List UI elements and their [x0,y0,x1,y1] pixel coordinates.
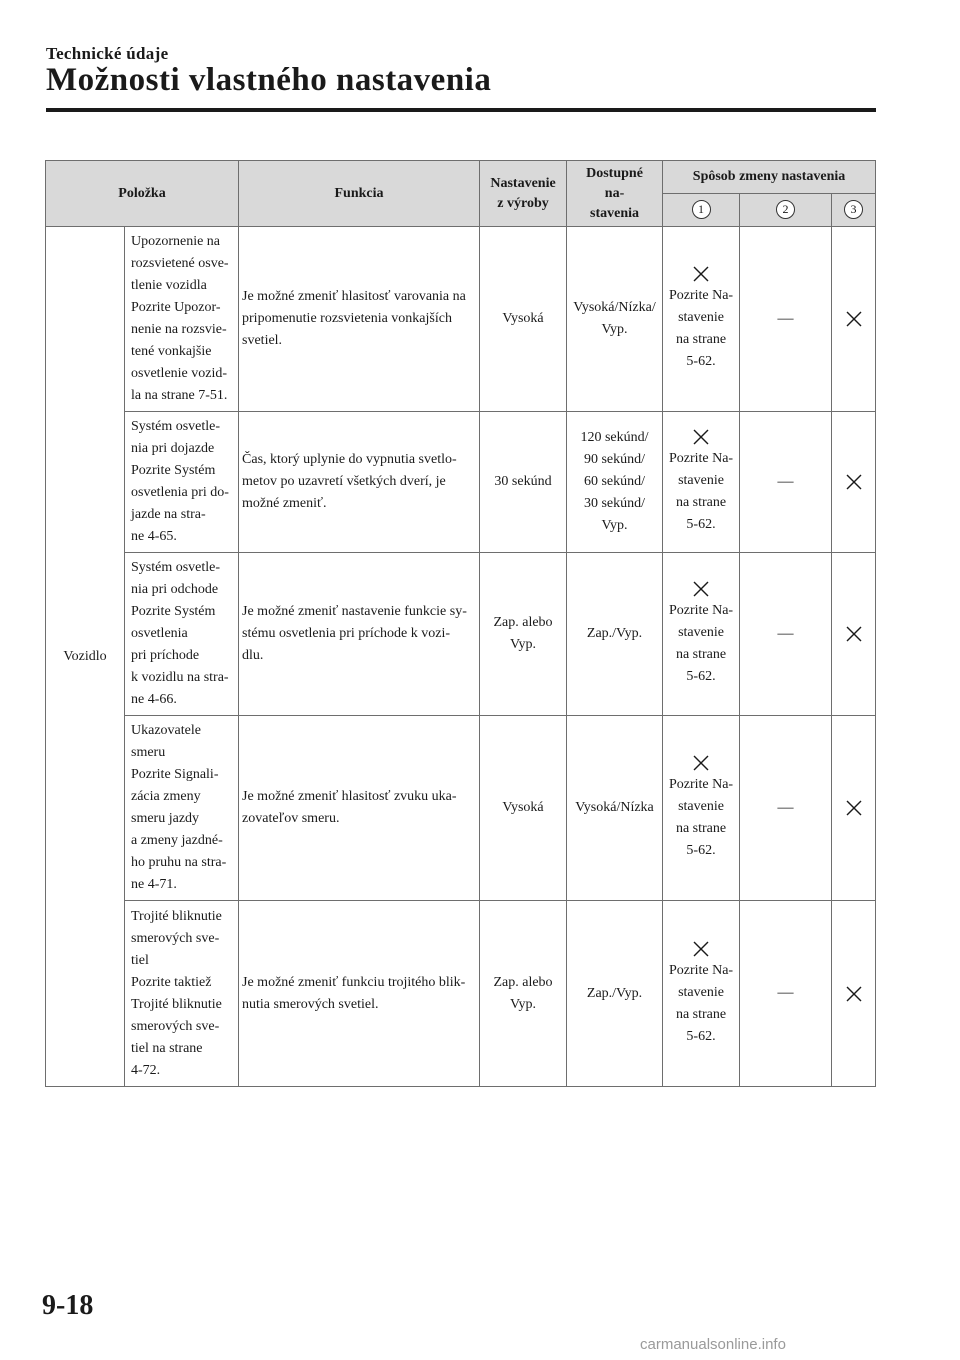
method-3-cell [832,227,876,412]
text-line: Zap./Vyp. [586,985,643,1001]
text-line: la na strane 7-51. [131,388,228,403]
text-line: 90 sekúnd/ [583,452,646,467]
dash-mark: — [777,309,794,327]
header-item: Položka [46,161,239,227]
table-row [46,412,876,553]
text-line: nia pri odchode [131,582,219,597]
method-1-cell [663,412,740,553]
text-line: Je možné zmeniť funkciu trojitého blik- [242,974,466,990]
text-line: tiel na strane [131,1040,203,1056]
method-2-cell [740,227,832,412]
text-line: stavenie [678,984,724,1000]
circled-number-3: 3 [844,200,863,219]
function-cell [239,901,480,1087]
table-body [46,227,876,1087]
text-line: Vyp. [601,518,628,533]
factory-setting-cell [480,227,567,412]
text-line: tené vonkajšie [131,344,212,359]
header-change-method: Spôsob zmeny nastavenia [663,161,876,194]
dash-mark: — [777,984,794,1001]
method-3-cell [832,716,876,901]
text-line: na strane [675,821,727,836]
text-line: Pozrite Na- [668,603,734,618]
x-mark-icon [692,754,710,772]
text-line: Pozrite Na- [668,777,734,792]
settings-table [45,160,876,1087]
text-line: Pozrite taktiež [131,974,212,990]
text-line: Trojité bliknutie [131,996,222,1012]
text-line: 5-62. [686,1028,716,1044]
text-line: Pozrite Na- [668,962,734,978]
text-line: rozsvietené osve- [131,256,229,271]
text-line: Vysoká [502,311,544,326]
text-line: osvetlenia pri do- [131,485,229,500]
method-2-cell [740,716,832,901]
text-line: možné zmeniť. [242,496,327,511]
text-line: na strane [675,495,727,510]
text-line: 30 sekúnd/ [583,496,646,511]
x-mark-icon [692,580,710,598]
function-cell [239,716,480,901]
x-mark-icon [692,265,710,283]
function-cell [239,227,480,412]
text-line: Systém osvetle- [131,419,221,434]
available-settings-cell [567,412,663,553]
method-1-cell [663,901,740,1087]
text-line: osvetlenie vozid- [131,366,228,381]
item-cell [125,227,239,412]
table-row [46,901,876,1087]
text-line: k vozidlu na stra- [131,670,229,685]
item-cell [125,716,239,901]
method-2-cell [740,553,832,716]
text-line: Je možné zmeniť hlasitosť varovania na [242,289,466,304]
text-line: smeru jazdy [131,811,200,826]
text-line: nia pri dojazde [131,441,215,456]
text-line: svetiel. [242,333,283,348]
header-method-2 [740,194,832,227]
text-line: Pozrite Na- [668,451,734,466]
function-cell [239,412,480,553]
text-line: smeru [131,745,166,760]
text-line: Zap. alebo [493,974,553,990]
text-line: tiel [131,952,149,968]
text-line: Vysoká/Nízka/ [573,300,656,315]
text-line: Zap./Vyp. [586,626,643,641]
text-line: na strane [675,1006,727,1022]
text-line: zovateľov smeru. [242,811,340,826]
text-line: stému osvetlenia pri príchode k vozi- [242,626,451,641]
method-1-cell [663,227,740,412]
text-line: Pozrite Na- [668,288,734,303]
x-mark-icon [845,799,863,817]
method-2-cell [740,412,832,553]
text-line: Je možné zmeniť hlasitosť zvuku uka- [242,789,457,804]
text-line: 4-72. [131,1062,161,1078]
text-line: na strane [675,647,727,662]
text-line: osvetlenia [131,626,188,641]
category-cell: Vozidlo [46,227,125,1087]
x-mark-icon [692,428,710,446]
header-available-settings: Dostupné na-stavenia [567,161,663,227]
text-line: jazde na stra- [131,507,206,522]
factory-setting-cell [480,716,567,901]
header-function: Funkcia [239,161,480,227]
text-line: ne 4-66. [131,692,177,707]
method-1-cell [663,553,740,716]
dash-mark: — [777,798,794,816]
text-line: Čas, ktorý uplynie do vypnutia svetlo- [242,452,457,467]
text-line: Pozrite Upozor- [131,300,221,315]
factory-setting-cell [480,901,567,1087]
header-method-3 [832,194,876,227]
text-line: nutia smerových svetiel. [242,996,379,1012]
title-divider [46,108,876,112]
dash-mark: — [777,624,794,642]
text-line: Pozrite Systém [131,604,216,619]
available-settings-cell [567,716,663,901]
x-mark-icon [845,310,863,328]
text-line: Trojité bliknutie [131,908,222,924]
function-cell [239,553,480,716]
text-line: tlenie vozidla [131,278,207,293]
text-line: stavenie [678,473,724,488]
text-line: ne 4-65. [131,529,177,544]
text-line: Zap. alebo [493,615,553,630]
item-cell [125,412,239,553]
watermark: carmanualsonline.info [640,1336,786,1353]
x-mark-icon [845,985,863,1003]
item-cell [125,901,239,1087]
text-line: smerových sve- [131,1018,220,1034]
text-line: Vyp. [509,996,537,1012]
text-line: a zmeny jazdné- [131,833,223,848]
text-line: 5-62. [686,517,716,532]
text-line: 60 sekúnd/ [583,474,646,489]
factory-setting-cell [480,553,567,716]
text-line: 5-62. [686,669,716,684]
dash-mark: — [777,472,794,490]
method-3-cell [832,553,876,716]
circled-number-2: 2 [776,200,795,219]
text-line: Pozrite Signali- [131,767,219,782]
section-label: Technické údaje [46,44,169,63]
available-settings-cell [567,553,663,716]
header-factory-setting: Nastavenie z výroby [480,161,567,227]
text-line: pri príchode [131,648,200,663]
text-line: Vyp. [509,637,537,652]
text-line: dlu. [242,648,264,663]
text-line: Vysoká [502,800,544,815]
text-line: Upozornenie na [131,234,221,249]
page-title: Možnosti vlastného nastavenia [46,62,492,98]
text-line: pripomenutie rozsvietenia vonkajších [242,311,452,326]
text-line: metov po uzavretí všetkých dverí, je [242,474,446,489]
method-3-cell [832,412,876,553]
text-line: Vysoká/Nízka [575,800,654,815]
method-3-cell [832,901,876,1087]
x-mark-icon [845,473,863,491]
table-row [46,553,876,716]
factory-setting-cell [480,412,567,553]
text-line: na strane [675,332,727,347]
text-line: ne 4-71. [131,877,177,892]
text-line: 5-62. [686,843,716,858]
circled-number-1: 1 [692,200,711,219]
available-settings-cell [567,901,663,1087]
text-line: 5-62. [686,354,716,369]
text-line: Systém osvetle- [131,560,221,575]
text-line: Pozrite Systém [131,463,216,478]
text-line: nenie na rozsvie- [131,322,227,337]
item-cell [125,553,239,716]
table-row [46,716,876,901]
text-line: stavenie [678,625,724,640]
text-line: Ukazovatele [131,723,201,738]
method-1-cell [663,716,740,901]
header-method-1 [663,194,740,227]
x-mark-icon [845,625,863,643]
page-number: 9-18 [42,1290,94,1321]
text-line: smerových sve- [131,930,220,946]
available-settings-cell [567,227,663,412]
text-line: Vyp. [601,322,628,337]
table-row [46,227,876,412]
method-2-cell [740,901,832,1087]
text-line: Je možné zmeniť nastavenie funkcie sy- [242,604,467,619]
text-line: 30 sekúnd [494,474,552,489]
text-line: 120 sekúnd/ [580,430,649,445]
text-line: ho pruhu na stra- [131,855,227,870]
text-line: stavenie [678,799,724,814]
text-line: stavenie [678,310,724,325]
text-line: zácia zmeny [131,789,201,804]
x-mark-icon [692,940,710,958]
